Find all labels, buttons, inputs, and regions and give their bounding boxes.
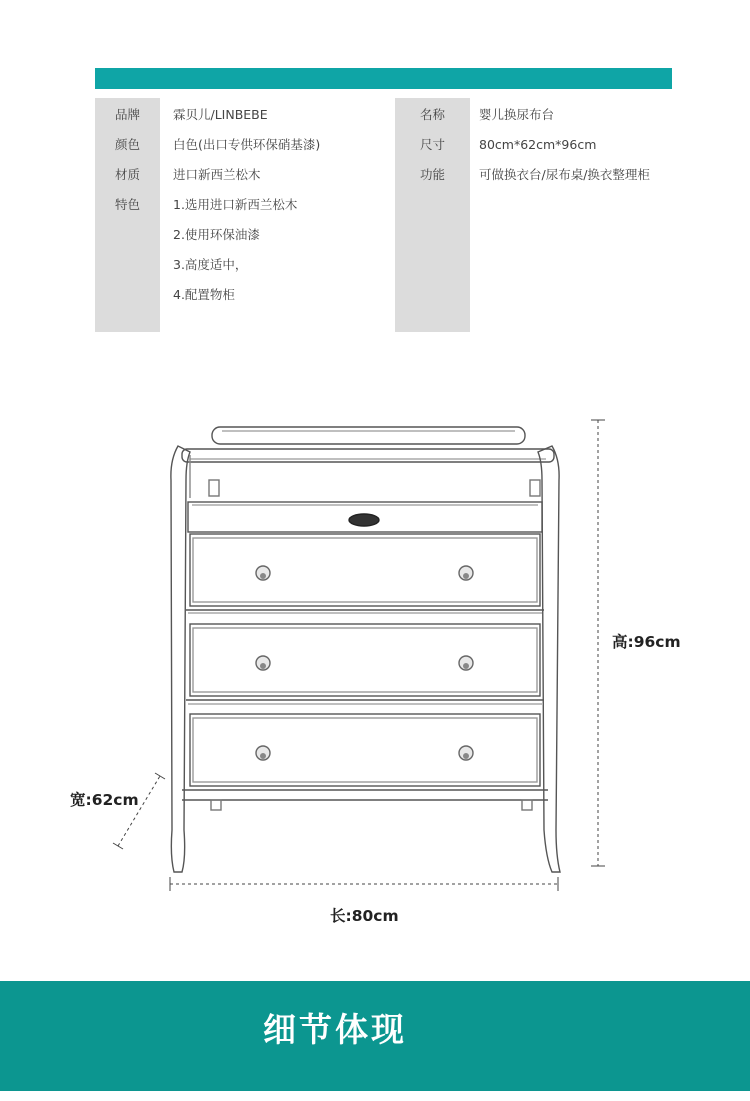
color-label: 颜色	[114, 137, 140, 152]
name-value: 婴儿换尿布台	[479, 107, 555, 122]
function-value: 可做换衣台/尿布桌/换衣整理柜	[479, 167, 650, 182]
top-rail	[212, 427, 525, 444]
name-label: 名称	[419, 107, 445, 122]
features-label: 特色	[114, 197, 140, 212]
drawer-middle	[190, 624, 540, 696]
width-label: 宽:62cm	[70, 791, 139, 809]
logo-plate	[349, 514, 379, 526]
function-label: 功能	[419, 167, 445, 182]
length-label: 长:80cm	[330, 907, 399, 925]
drawer-bottom	[190, 714, 540, 786]
color-value: 白色(出口专供环保硝基漆)	[173, 137, 321, 152]
feature-item: 4.配置物柜	[173, 287, 235, 302]
right-leg	[538, 446, 560, 872]
brand-label: 品牌	[114, 107, 140, 122]
drawer-top	[190, 534, 540, 606]
brand-value: 霖贝儿/LINBEBE	[173, 107, 268, 122]
feature-item: 3.高度适中，	[173, 257, 248, 272]
size-value: 80cm*62cm*96cm	[479, 137, 597, 152]
spec-header-bar	[95, 68, 672, 89]
back-rail	[182, 449, 554, 462]
spec-table	[95, 98, 672, 332]
width-dimension-line	[118, 776, 160, 846]
material-label: 材质	[114, 167, 140, 182]
material-value: 进口新西兰松木	[173, 167, 261, 182]
feature-item: 2.使用环保油漆	[173, 227, 260, 242]
changing-table-diagram	[0, 390, 750, 940]
changing-table-illustration	[0, 390, 750, 940]
feature-item: 1.选用进口新西兰松木	[173, 197, 298, 212]
height-label: 高:96cm	[612, 633, 681, 651]
size-label: 尺寸	[419, 137, 445, 152]
section-title: 细节体现	[263, 1010, 407, 1049]
left-leg	[171, 446, 190, 872]
